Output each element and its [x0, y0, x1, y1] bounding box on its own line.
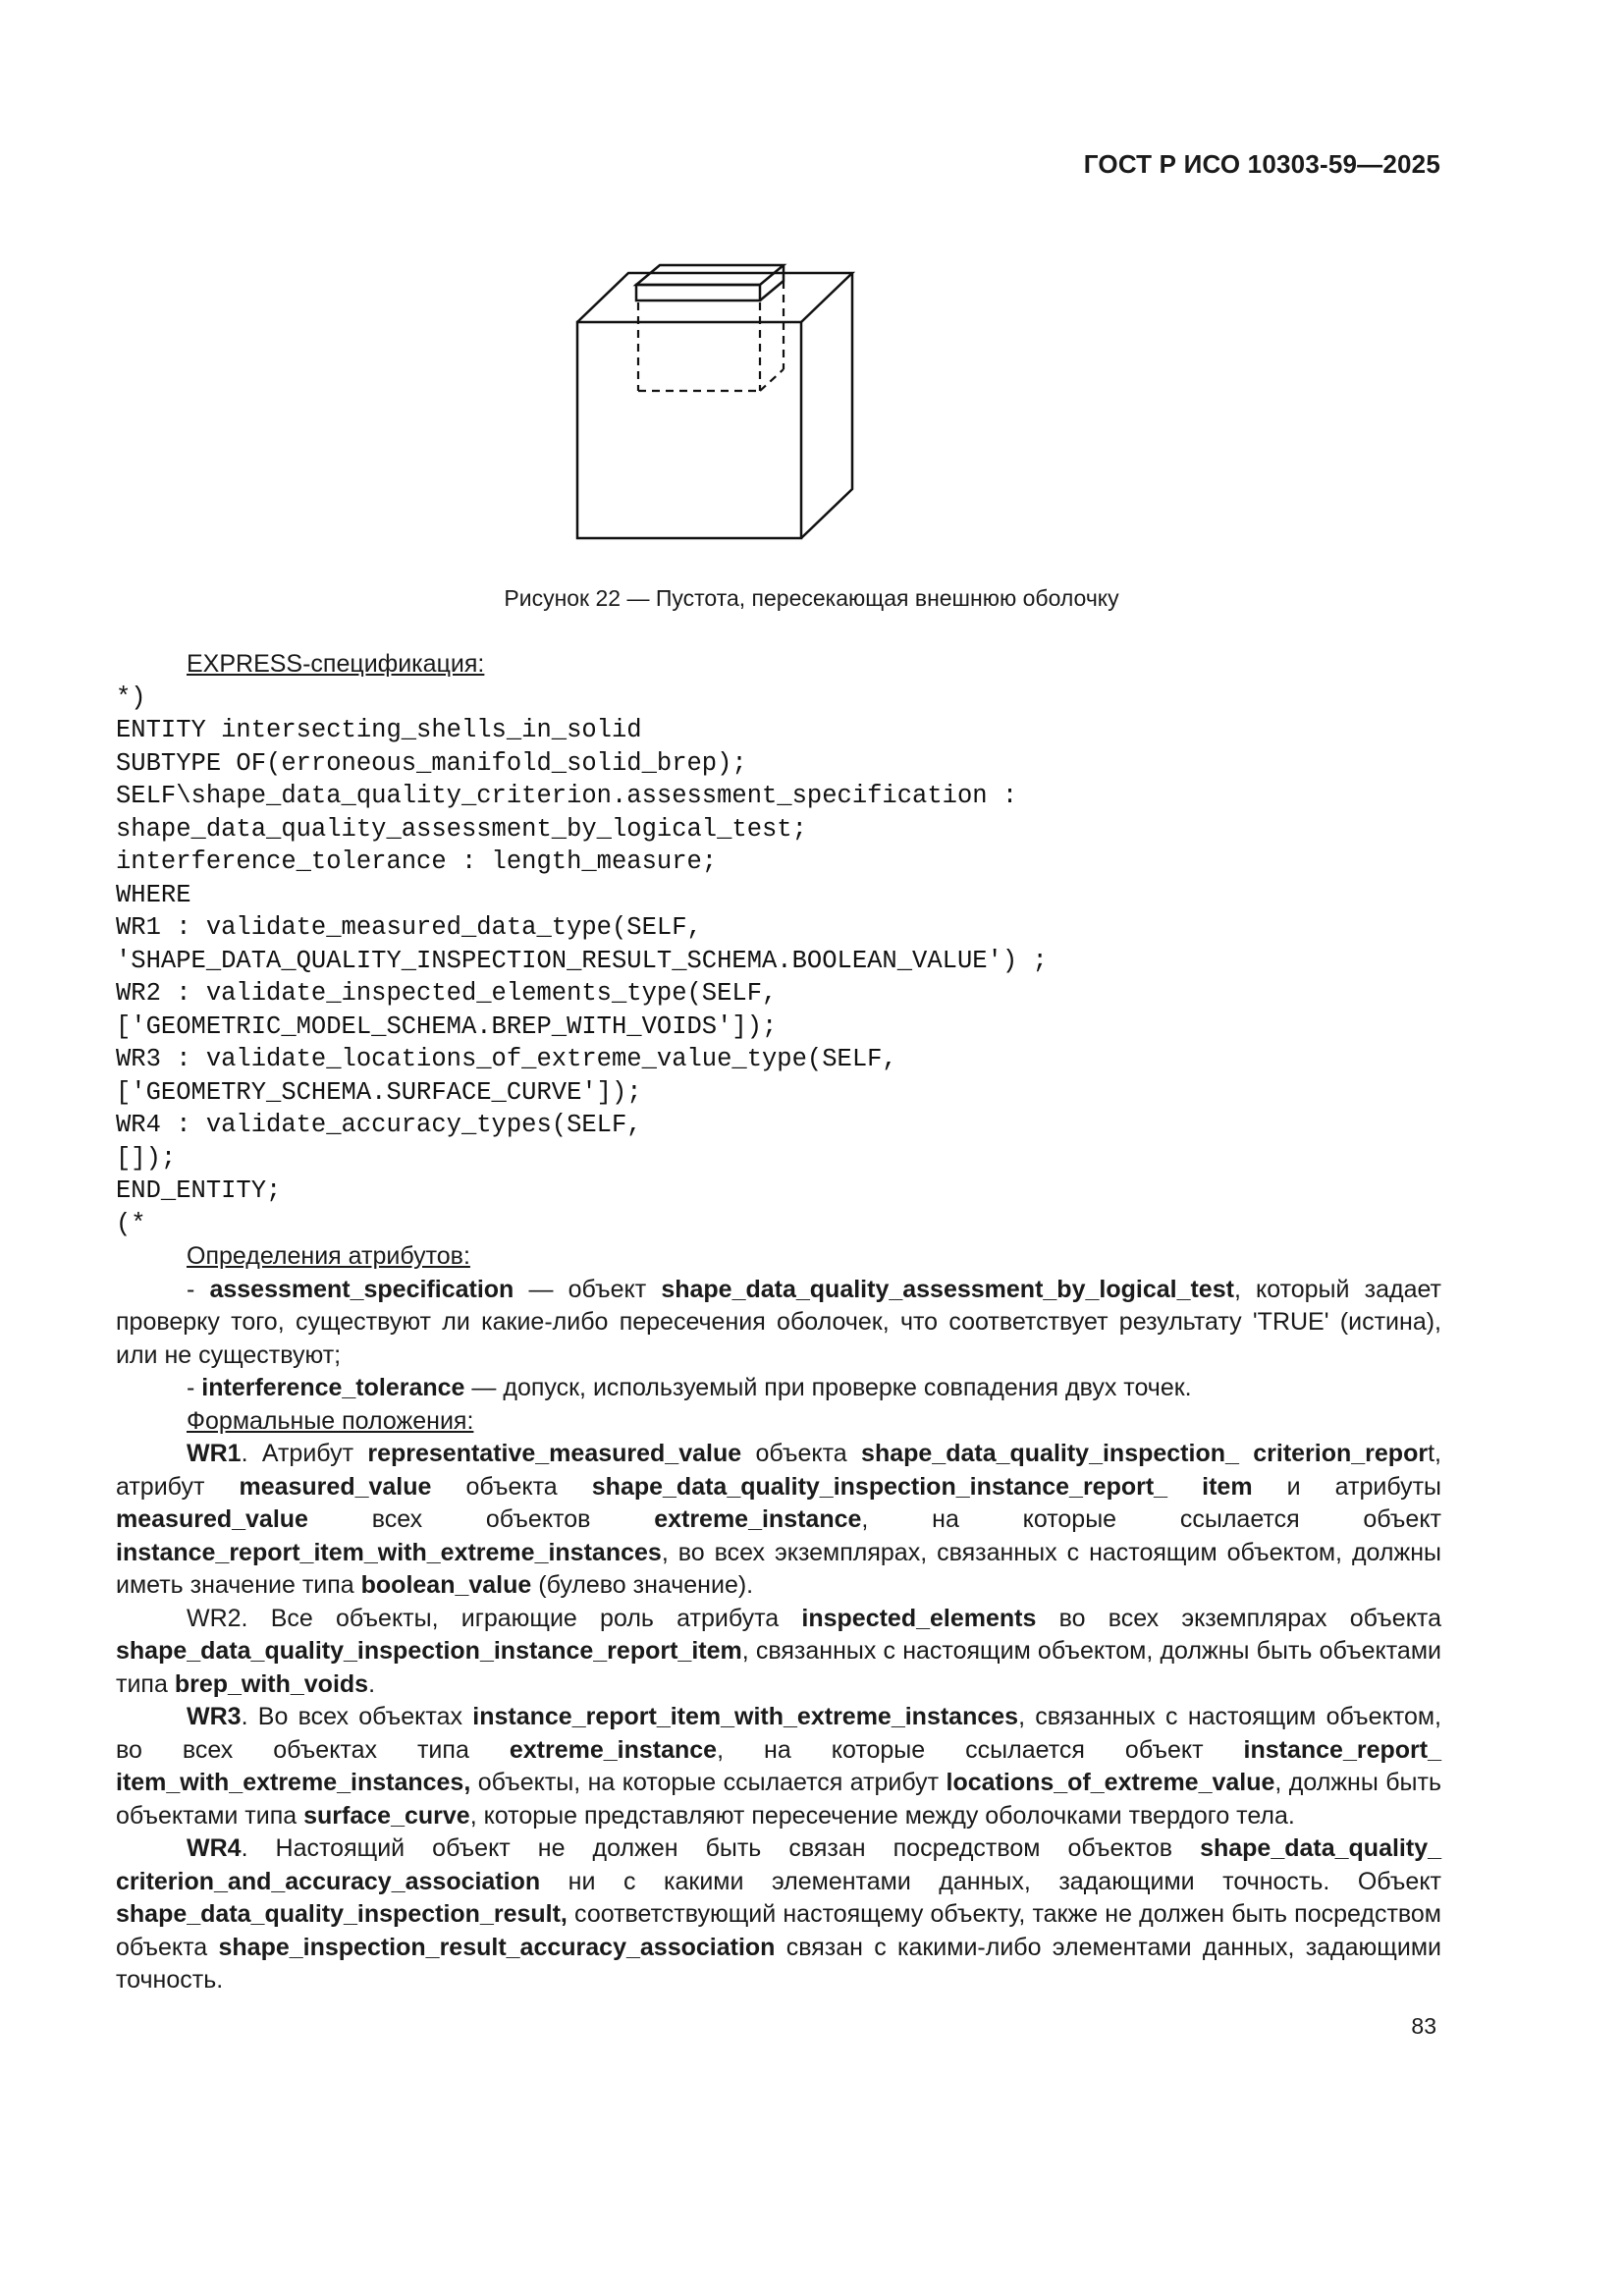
attributes-heading: Определения атрибутов:: [187, 1242, 470, 1270]
void-depth-edge: [760, 369, 784, 391]
code-line: shape_data_quality_assessment_by_logical_test;: [116, 814, 807, 844]
code-line: WR1 : validate_measured_data_type(SELF,: [116, 913, 702, 942]
main-content: [116, 648, 1441, 1997]
code-line: []);: [116, 1143, 177, 1173]
code-line: SELF\shape_data_quality_criterion.assessment_specification :: [116, 782, 1018, 810]
box-right-face: [801, 273, 852, 538]
slab-top: [636, 265, 784, 285]
box-front-face: [577, 322, 801, 538]
code-line: (*: [116, 1209, 146, 1238]
document-header: ГОСТ Р ИСО 10303-59—2025: [1083, 149, 1440, 179]
figure-caption: Рисунок 22 — Пустота, пересекающая внешнюю оболочку: [504, 585, 1119, 611]
code-line: END_ENTITY;: [116, 1176, 282, 1205]
code-line: ENTITY intersecting_shells_in_solid: [116, 716, 642, 744]
code-line: WR3 : validate_locations_of_extreme_value_type(SELF,: [116, 1045, 897, 1073]
code-line: ['GEOMETRY_SCHEMA.SURFACE_CURVE']);: [116, 1077, 642, 1107]
formal-heading: Формальные положения:: [187, 1406, 474, 1435]
box-top-face: [577, 273, 852, 322]
rule-wr4: WR4. Настоящий объект не должен быть связан посредством объектов shape_data_quality_ criterion_and_accuracy_association ни с какими элементами данных, задающими точность. Объект shape_data_quality_inspection_result, соответствующий настоящему объекту, также не должен быть посредством объекта shape_inspection_result_accuracy_association связан с какими-либо элементами данных, задающими точность.: [116, 1834, 1441, 1994]
express-heading: EXPRESS-спецификация:: [187, 650, 485, 678]
code-line: *): [116, 683, 146, 712]
code-line: WR2 : validate_inspected_elements_type(SELF,: [116, 979, 778, 1008]
code-line: WHERE: [116, 880, 191, 909]
slab-front: [636, 285, 760, 301]
code-line: ['GEOMETRIC_MODEL_SCHEMA.BREP_WITH_VOIDS']);: [116, 1011, 778, 1041]
page-number: 83: [1411, 2013, 1436, 2039]
attribute-interference-tolerance: - interference_tolerance — допуск, используемый при проверке совпадения двух точек.: [187, 1374, 1192, 1401]
code-line: WR4 : validate_accuracy_types(SELF,: [116, 1111, 642, 1139]
code-line: 'SHAPE_DATA_QUALITY_INSPECTION_RESULT_SCHEMA.BOOLEAN_VALUE') ;: [116, 946, 1048, 975]
rule-wr3: WR3. Во всех объектах instance_report_item_with_extreme_instances, связанных с настоящим объектом, во всех объектах типа extreme_instance, на которые ссылается объект instance_report_ item_with_extreme_instances, объекты, на которые ссылается атрибут locations_of_extreme_value, должны быть объектами типа surface_curve, которые представляют пересечение между оболочками твердого тела.: [116, 1703, 1441, 1830]
attribute-assessment-specification: - assessment_specification — объект shape_data_quality_assessment_by_logical_test, который задает проверку того, существуют ли какие-либо пересечения оболочек, что соответствует результату 'TRUE' (истина), или не существуют;: [116, 1275, 1441, 1369]
express-code-block: [116, 682, 1441, 1241]
code-line: interference_tolerance : length_measure;: [116, 847, 718, 876]
code-line: SUBTYPE OF(erroneous_manifold_solid_brep);: [116, 748, 747, 778]
rule-wr1: WR1. Атрибут representative_measured_value объекта shape_data_quality_inspection_ criterion_report, атрибут measured_value объекта shape_data_quality_inspection_instance_report_ item и атрибуты measured_value всех объектов extreme_instance, на которые ссылается объект instance_report_item_with_extreme_instances, во всех экземплярах, связанных с настоящим объектом, должны иметь значение типа boolean_value (булево значение).: [116, 1440, 1442, 1599]
rule-wr2: WR2. Все объекты, играющие роль атрибута inspected_elements во всех экземплярах объекта shape_data_quality_inspection_instance_report_item, связанных с настоящим объектом, должны быть объектами типа brep_with_voids.: [116, 1604, 1441, 1698]
figure-box-void-diagram: [550, 236, 1001, 570]
